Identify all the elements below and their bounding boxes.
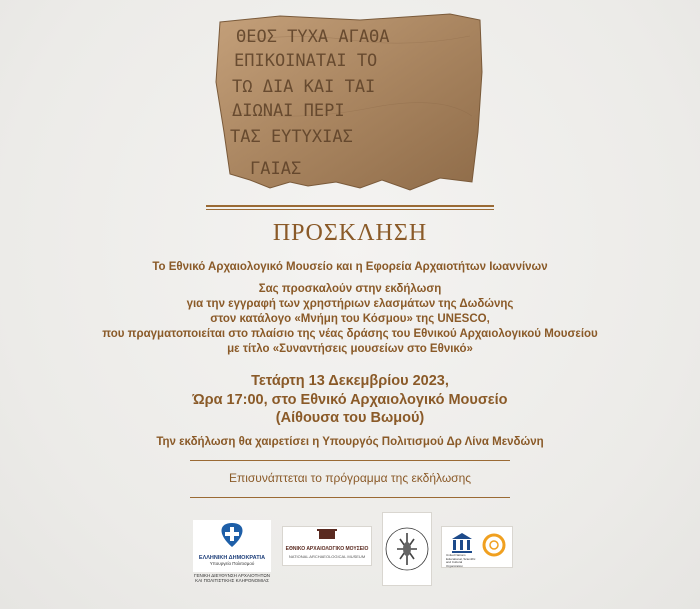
ministry-caption [193, 573, 271, 583]
room-line: (Αίθουσα του Βωμού) [275, 410, 425, 426]
middle-divider [190, 458, 510, 461]
tablet-line: ΕΠΙΚΟΙΝΑΤΑΙ ΤΟ [234, 51, 378, 71]
event-datetime [0, 372, 700, 428]
caption-line: ΚΑΙ ΠΟΛΙΤΙΣΤΙΚΗΣ ΚΛΗΡΟΝΟΜΙΑΣ [195, 578, 269, 583]
body-line: στον κατάλογο «Μνήμη του Κόσμου» της UNESCO, [210, 313, 490, 325]
time-place-line: Ώρα 17:00, στο Εθνικό Αρχαιολογικό Μουσείο [192, 391, 508, 408]
body-line: που πραγματοποιείται στο πλαίσιο της νέας δράσης του Εθνικού Αρχαιολογικού Μουσείου [102, 328, 598, 340]
greek-emblem-icon [193, 520, 271, 550]
page-title: ΠΡΟΣΚΛΗΣΗ [272, 220, 428, 246]
greeting-line: Την εκδήλωση θα χαιρετίσει η Υπουργός Πολιτισμού Δρ Λίνα Μενδώνη [156, 436, 544, 448]
ministry-name: ΕΛΛΗΝΙΚΗ ΔΗΜΟΚΡΑΤΙΑ [198, 555, 266, 561]
tablet-line: ΓΑΙΑΣ [250, 159, 302, 179]
unesco-logo [441, 526, 513, 568]
bottom-divider [190, 495, 510, 498]
tablet-line: ΤΑΣ ΕΥΤΥΧΙΑΣ [230, 127, 353, 147]
tablet-line: ΤΩ ΔΙΑ ΚΑΙ ΤΑΙ [232, 77, 376, 97]
temple-icon [283, 527, 371, 541]
invitation-body [0, 282, 700, 357]
tablet-line: ΔΙΩΝΑΙ ΠΕΡΙ [232, 101, 345, 121]
tablet-line: ΘΕΟΣ ΤΥΧΑ ΑΓΑΘΑ [236, 27, 390, 47]
ephorate-logo [382, 512, 432, 586]
museum-name-en: NATIONAL ARCHAEOLOGICAL MUSEUM [288, 554, 366, 559]
body-line: για την εγγραφή των χρηστήριων ελασμάτων της Δωδώνης [186, 298, 514, 310]
inscribed-tablet-image [210, 12, 488, 192]
date-line: Τετάρτη 13 Δεκεμβρίου 2023, [251, 373, 449, 389]
top-divider [206, 205, 494, 210]
museum-name-gr: ΕΘΝΙΚΟ ΑΡΧΑΙΟΛΟΓΙΚΟ ΜΟΥΣΕΙΟ [285, 546, 369, 552]
body-line: Σας προσκαλούν στην εκδήλωση [258, 283, 442, 295]
attachment-note: Επισυνάπτεται το πρόγραμμα της εκδήλωσης [228, 471, 472, 485]
museum-logo [282, 526, 372, 566]
unesco-text: United Nations Educational, Scientific and Cultural Organization [446, 553, 476, 568]
ministry-sub: Υπουργείο Πολιτισμού [209, 561, 255, 566]
body-line: με τίτλο «Συναντήσεις μουσείων στο Εθνικό» [227, 343, 473, 355]
ministry-logo [193, 520, 271, 572]
caption-line: ΓΕΝΙΚΗ ΔΙΕΥΘΥΝΣΗ ΑΡΧΑΙΟΤΗΤΩΝ [194, 573, 270, 578]
ephorate-seal-icon [383, 513, 431, 585]
hosts-line: Το Εθνικό Αρχαιολογικό Μουσείο και η Εφορεία Αρχαιοτήτων Ιωαννίνων [152, 261, 548, 273]
